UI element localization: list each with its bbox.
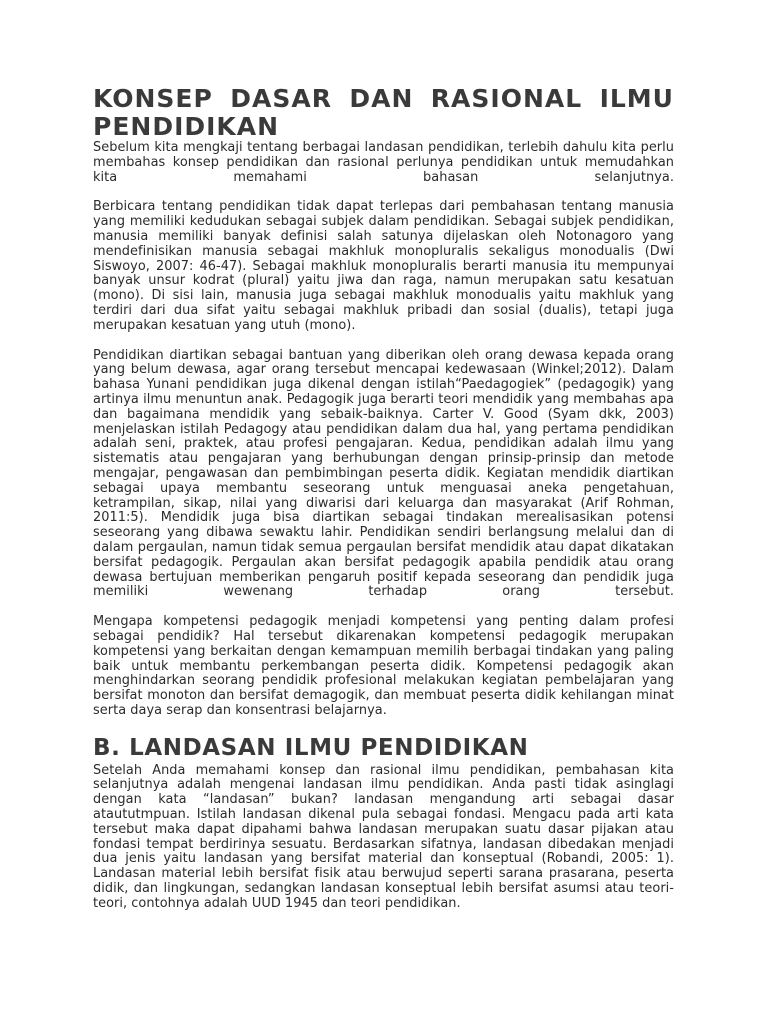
document-page <box>93 85 674 927</box>
paragraph-kompetensi-pedagogik: Mengapa kompetensi pedagogik menjadi kompetensi yang penting dalam profesi sebagai pendidik? Hal tersebut dikarenakan kompetensi pedagogik merupakan kompetensi yang berkaitan dengan kemampuan memilih berbagai tindakan yang paling baik untuk membantu perkembangan peserta didik. Kompetensi pedagogik akan menghindarkan seorang pendidik profesional melakukan kegiatan pembelajaran yang bersifat monoton dan bersifat demagogik, dan membuat peserta didik kehilangan minat serta daya serap dan konsentrasi belajarnya. <box>93 614 674 718</box>
paragraph-landasan: Setelah Anda memahami konsep dan rasional ilmu pendidikan, pembahasan kita selanjutnya adalah mengenai landasan ilmu pendidikan. Anda pasti tidak asinglagi dengan kata “landasan” bukan? landasan mengandung arti sebagai dasar ataututmpuan. Istilah landasan dikenal pula sebagai fondasi. Mengacu pada arti kata tersebut maka dapat dipahami bahwa landasan merupakan suatu dasar pijakan atau fondasi tempat berdirinya sesuatu. Berdasarkan sifatnya, landasan dibedakan menjadi dua jenis yaitu landasan yang bersifat material dan konseptual (Robandi, 2005: 1). Landasan material lebih bersifat fisik atau berwujud seperti sarana prasarana, peserta didik, dan lingkungan, sedangkan landasan konseptual lebih bersifat asumsi atau teori-teori, contohnya adalah UUD 1945 dan teori pendidikan. <box>93 762 674 911</box>
section-heading-landasan: B. LANDASAN ILMU PENDIDIKAN <box>93 734 529 761</box>
paragraph-intro: Sebelum kita mengkaji tentang berbagai landasan pendidikan, terlebih dahulu kita perlu membahas konsep pendidikan dan rasional perlunya pendidikan untuk memudahkan kita memahami bahasan selanjutnya. <box>93 140 674 185</box>
document-title: KONSEP DASAR DAN RASIONAL ILMU PENDIDIKAN <box>93 84 674 141</box>
paragraph-manusia: Berbicara tentang pendidikan tidak dapat terlepas dari pembahasan tentang manusia yang memiliki kedudukan sebagai subjek dalam pendidikan. Sebagai subjek pendidikan, manusia memiliki banyak definisi salah satunya dijelaskan oleh Notonagoro yang mendefinisikan manusia sebagai makhluk monopluralis sekaligus monodualis (Dwi Siswoyo, 2007: 46-47). Sebagai makhluk monopluralis berarti manusia itu mempunyai banyak unsur kodrat (plural) yaitu jiwa dan raga, namun merupakan satu kesatuan (mono). Di sisi lain, manusia juga sebagai makhluk monodualis yaitu makhluk yang terdiri dari dua sifat yaitu sebagai makhluk pribadi dan sosial (dualis), tetapi juga merupakan kesatuan yang utuh (mono). <box>93 199 674 333</box>
paragraph-pendidikan-definisi: Pendidikan diartikan sebagai bantuan yang diberikan oleh orang dewasa kepada orang yang belum dewasa, agar orang tersebut mencapai kedewasaan (Winkel;2012). Dalam bahasa Yunani pendidikan juga dikenal dengan istilah“Paedagogiek” (pedagogik) yang artinya ilmu menuntun anak. Pedagogik juga berarti teori mendidik yang membahas apa dan bagaimana mendidik yang sebaik-baiknya. Carter V. Good (Syam dkk, 2003) menjelaskan istilah Pedagogy atau pendidikan dalam dua hal, yang pertama pendidikan adalah seni, praktek, atau profesi pengajaran. Kedua, pendidikan adalah ilmu yang sistematis atau pengajaran yang berhubungan dengan prinsip-prinsip dan metode mengajar, pengawasan dan pembimbingan peserta didik. Kegiatan mendidik diartikan sebagai upaya membantu seseorang untuk menguasai aneka pengetahuan, ketrampilan, sikap, nilai yang diwarisi dari keluarga dan masyarakat (Arif Rohman, 2011:5). Mendidik juga bisa diartikan sebagai tindakan merealisasikan potensi seseorang yang dibawa sewaktu lahir. Pendidikan sendiri berlangsung melalui dan di dalam pergaulan, namun tidak semua pergaulan bersifat mendidik atau dapat dikatakan bersifat pedagogik. Pergaulan akan bersifat pedagogik apabila pendidik atau orang dewasa bertujuan memberikan pengaruh positif kepada seseorang dan pendidik juga memiliki wewenang terhadap orang tersebut. <box>93 347 674 600</box>
